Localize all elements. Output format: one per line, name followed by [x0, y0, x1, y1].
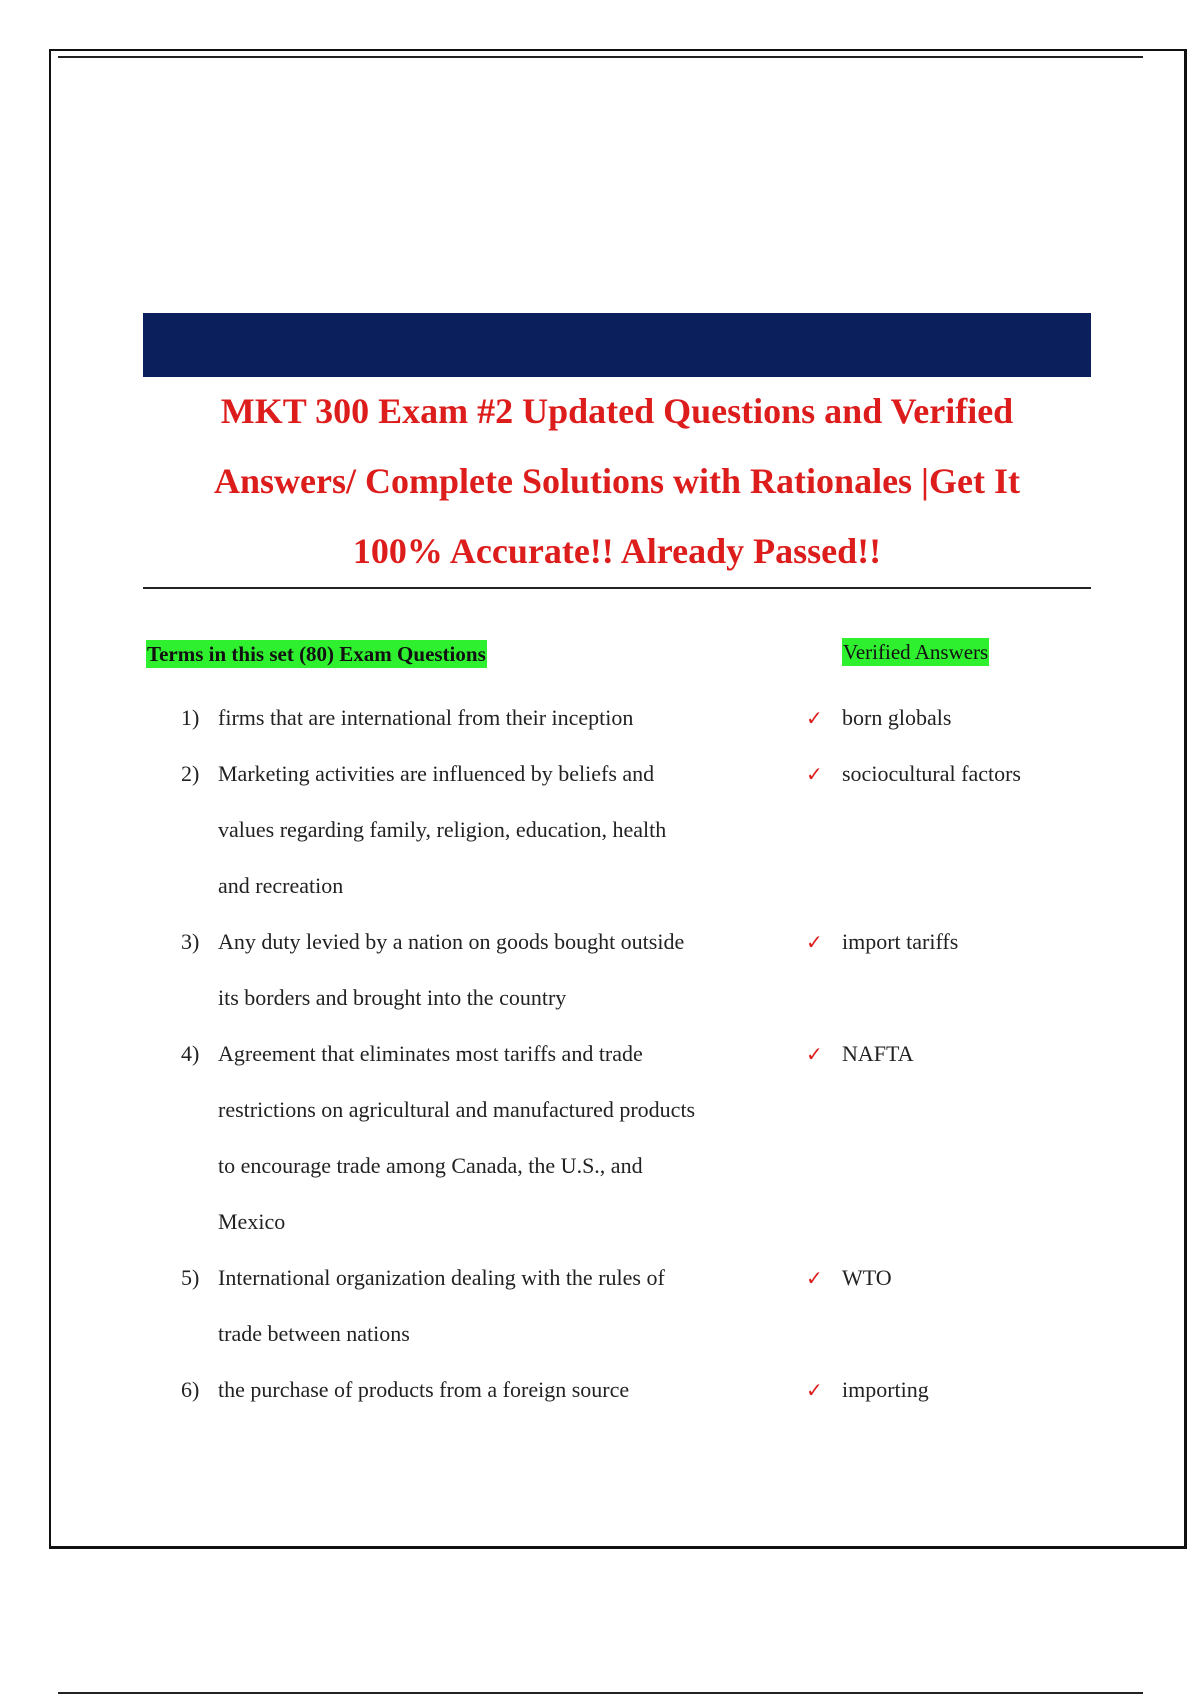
question-text — [218, 690, 758, 746]
question-text — [218, 1026, 758, 1250]
question-line: International organization dealing with the rules of — [218, 1265, 665, 1290]
title-line: MKT 300 Exam #2 Updated Questions and Verified — [220, 391, 1014, 431]
title-divider — [143, 587, 1091, 589]
question-line: Marketing activities are influenced by beliefs and — [218, 761, 655, 786]
checkmark-icon: ✓ — [806, 1266, 823, 1290]
qa-item — [0, 690, 1200, 746]
top-rule — [58, 56, 1143, 58]
question-text — [218, 1250, 758, 1362]
question-line: to encourage trade among Canada, the U.S., and — [218, 1153, 643, 1178]
question-number: 1) — [181, 705, 200, 730]
question-line: Any duty levied by a nation on goods bought outside — [218, 929, 685, 954]
qa-item — [0, 1250, 1200, 1362]
qa-item — [0, 1026, 1200, 1250]
question-line: Agreement that eliminates most tariffs and trade — [218, 1041, 643, 1066]
question-line: firms that are international from their inception — [218, 705, 634, 730]
checkmark-icon: ✓ — [806, 930, 823, 954]
question-line: values regarding family, religion, education, health — [218, 817, 667, 842]
question-line: trade between nations — [218, 1321, 410, 1346]
qa-item — [0, 746, 1200, 914]
question-line: Mexico — [218, 1209, 286, 1234]
answer-text: WTO — [842, 1265, 892, 1290]
title-band — [143, 313, 1091, 377]
bottom-rule — [58, 1692, 1143, 1694]
question-line: and recreation — [218, 873, 344, 898]
question-text — [218, 746, 758, 914]
title-line: 100% Accurate!! Already Passed!! — [352, 531, 882, 571]
answer-text: NAFTA — [842, 1041, 914, 1066]
answer-text: importing — [842, 1377, 929, 1402]
question-number: 2) — [181, 761, 200, 786]
qa-item — [0, 914, 1200, 1026]
qa-list — [0, 690, 1200, 1418]
answer-text: sociocultural factors — [842, 761, 1021, 786]
title-line: Answers/ Complete Solutions with Rationales |Get It — [214, 461, 1020, 501]
document-title — [143, 376, 1091, 586]
question-number: 5) — [181, 1265, 200, 1290]
question-number: 3) — [181, 929, 200, 954]
answers-header: Verified Answers — [843, 640, 989, 664]
qa-item — [0, 1362, 1200, 1418]
question-text — [218, 1362, 758, 1418]
question-line: the purchase of products from a foreign source — [218, 1377, 630, 1402]
checkmark-icon: ✓ — [806, 1042, 823, 1066]
checkmark-icon: ✓ — [806, 762, 823, 786]
question-text — [218, 914, 758, 1026]
question-number: 6) — [181, 1377, 200, 1402]
checkmark-icon: ✓ — [806, 1378, 823, 1402]
answer-text: born globals — [842, 705, 952, 730]
question-line: its borders and brought into the country — [218, 985, 567, 1010]
checkmark-icon: ✓ — [806, 706, 823, 730]
answer-text: import tariffs — [842, 929, 959, 954]
question-line: restrictions on agricultural and manufactured products — [218, 1097, 696, 1122]
terms-header: Terms in this set (80) Exam Questions — [147, 642, 486, 666]
question-number: 4) — [181, 1041, 200, 1066]
